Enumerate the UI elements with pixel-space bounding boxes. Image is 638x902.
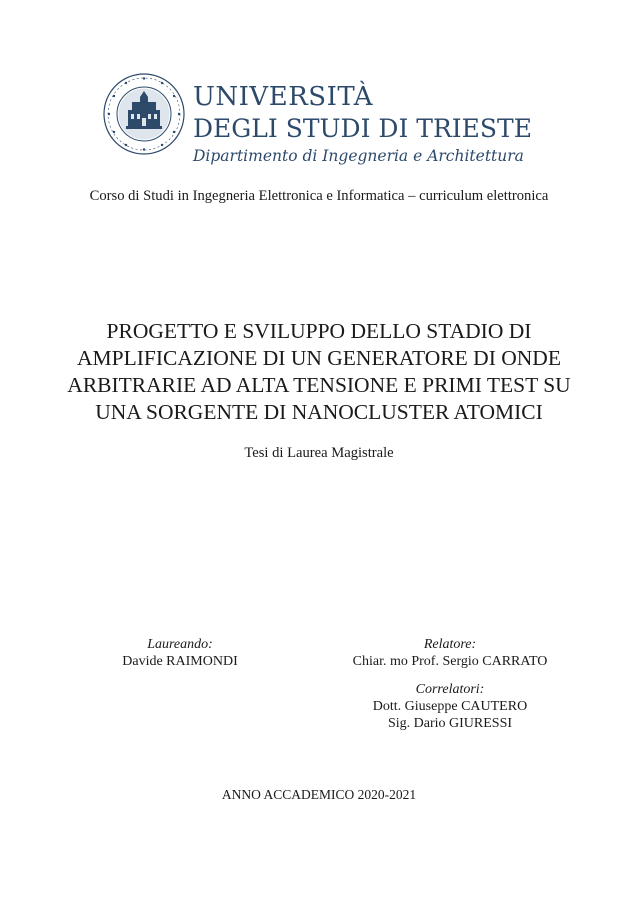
co-supervisors-label: Correlatori: [415,682,485,697]
thesis-title [40,318,598,426]
thesis-title-line: UNA SORGENTE DI NANOCLUSTER ATOMICI [95,400,543,424]
thesis-title-line: PROGETTO E SVILUPPO DELLO STADIO DI [106,319,532,343]
candidate-block [100,636,260,670]
co-supervisor-name: Dott. Giuseppe CAUTERO [372,699,528,714]
thesis-type: Tesi di Laurea Magistrale [244,445,394,461]
university-seal-icon [102,72,186,156]
co-supervisor-name: Sig. Dario GIURESSI [387,716,513,731]
supervisor-block [340,636,560,670]
supervisor-name: Chiar. mo Prof. Sergio CARRATO [352,654,548,669]
department-name: Dipartimento di Ingegneria e Architettura [193,147,524,165]
academic-year: ANNO ACCADEMICO 2020-2021 [221,787,417,802]
thesis-title-line: ARBITRARIE AD ALTA TENSIONE E PRIMI TEST SU [67,373,571,397]
supervisor-label: Relatore: [423,637,477,652]
candidate-label: Laureando: [147,637,213,652]
university-name-line2: DEGLI STUDI DI TRIESTE [193,114,532,143]
co-supervisors-block [340,681,560,732]
candidate-name: Davide RAIMONDI [122,654,238,669]
course-of-study: Corso di Studi in Ingegneria Elettronica e Informatica – curriculum elettronica [89,188,549,204]
thesis-title-line: AMPLIFICAZIONE DI UN GENERATORE DI ONDE [77,346,561,370]
university-name: UNIVERSITÀ [193,82,374,112]
